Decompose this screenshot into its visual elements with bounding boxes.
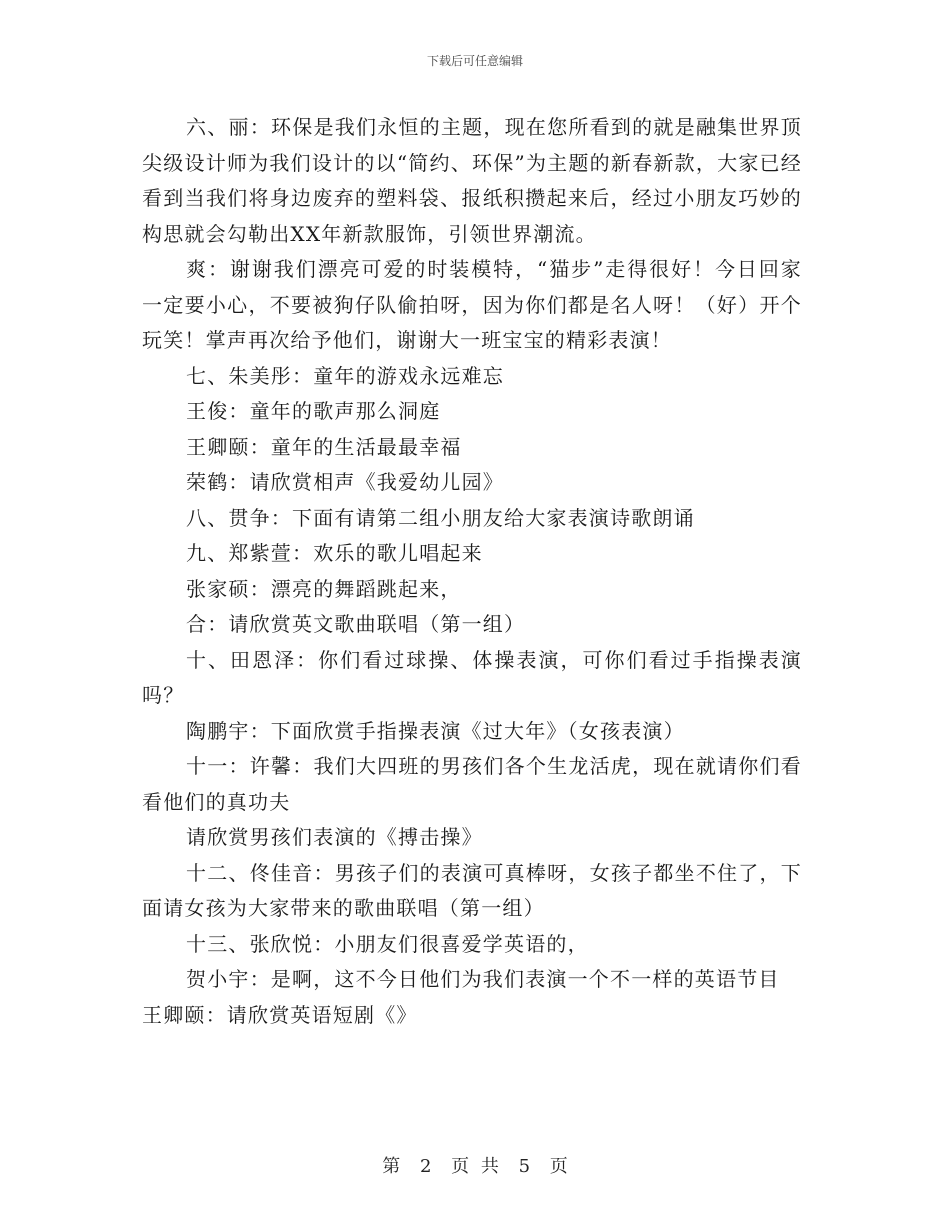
paragraph: 荣鹤：请欣赏相声《我爱幼儿园》 [186, 470, 504, 494]
paragraph: 请欣赏男孩们表演的《搏击操》 [186, 825, 483, 849]
footer-prefix: 第 [382, 1156, 401, 1177]
paragraph: 爽：谢谢我们漂亮可爱的时装模特，“猫步”走得很好！今日回家一定要小心，不要被狗仔队偷拍呀，因为你们都是名人呀！（好）开个玩笑！掌声再次给予他们，谢谢大一班宝宝的精彩表演！ [142, 257, 802, 352]
paragraph: 十一：许馨：我们大四班的男孩们各个生龙活虎，现在就请你们看看他们的真功夫 [142, 754, 802, 814]
paragraph: 王俊：童年的歌声那么洞庭 [186, 399, 441, 423]
footer-suffix: 页 [549, 1156, 568, 1177]
paragraph: 张家硕：漂亮的舞蹈跳起来， [186, 576, 462, 601]
paragraph: 十三、张欣悦：小朋友们很喜爱学英语的， [186, 931, 589, 956]
paragraph: 六、丽：环保是我们永恒的主题，现在您所看到的就是融集世界顶尖级设计师为我们设计的以“简约、环保”为主题的新春新款，大家已经看到当我们将身边废弃的塑料袋、报纸积攒起来后，经过小朋友巧妙的构思就会勾勒出XX年新款服饰，引领世界潮流。 [142, 115, 802, 246]
document-body [142, 110, 802, 1033]
total-pages-number: 5 [518, 1156, 531, 1177]
page-header: 下载后可任意编辑 [426, 54, 523, 68]
paragraph: 王卿颐：请欣赏英语短剧《》 [142, 1002, 418, 1027]
paragraph: 九、郑紫萱：欢乐的歌儿唱起来 [186, 541, 483, 565]
current-page-number: 2 [419, 1156, 432, 1177]
paragraph: 陶鹏宇：下面欣赏手指操表演《过大年》（女孩表演） [186, 718, 685, 743]
paragraph: 七、朱美彤：童年的游戏永远难忘 [186, 363, 504, 388]
paragraph: 贺小宇：是啊，这不今日他们为我们表演一个不一样的英语节目 [186, 967, 780, 991]
paragraph: 十、田恩泽：你们看过球操、体操表演，可你们看过手指操表演吗？ [142, 647, 802, 707]
paragraph: 王卿颐：童年的生活最最幸福 [186, 434, 462, 459]
footer-middle: 页 共 [451, 1156, 499, 1177]
paragraph: 合：请欣赏英文歌曲联唱（第一组） [186, 612, 526, 636]
paragraph: 八、贯争：下面有请第二组小朋友给大家表演诗歌朗诵 [186, 505, 695, 530]
page-footer [0, 1152, 950, 1178]
paragraph: 十二、佟佳音：男孩子们的表演可真棒呀，女孩子都坐不住了，下面请女孩为大家带来的歌曲联唱（第一组） [142, 860, 802, 920]
